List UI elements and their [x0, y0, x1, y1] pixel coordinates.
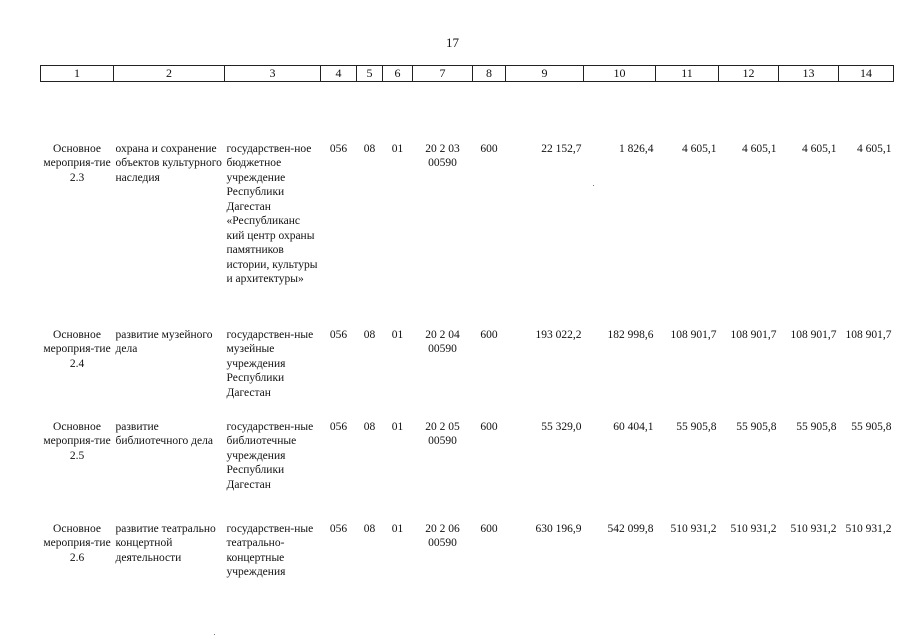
subsection-cell: 01 — [391, 142, 404, 155]
header-row — [41, 66, 894, 82]
description-cell: развитие библиотечного дела — [115, 420, 213, 447]
amount-cell: 4 605,1 — [802, 142, 837, 155]
target-code-cell: 20 2 03 00590 — [425, 142, 460, 169]
amount-cell: 55 905,8 — [676, 420, 717, 433]
column-header: 10 — [584, 66, 656, 82]
column-header: 11 — [656, 66, 719, 82]
amount-cell: 55 905,8 — [736, 420, 777, 433]
event-cell: Основное мероприя-тие 2.3 — [43, 142, 111, 184]
amount-cell: 630 196,9 — [535, 522, 582, 535]
grbs-cell: 056 — [329, 522, 348, 535]
budget-table — [40, 65, 894, 602]
subsection-cell: 01 — [391, 420, 404, 433]
column-header: 2 — [114, 66, 225, 82]
column-header: 13 — [779, 66, 839, 82]
table-row — [41, 328, 894, 420]
target-code-cell: 20 2 04 00590 — [425, 328, 460, 355]
spacer-row — [41, 81, 894, 142]
expense-type-cell: 600 — [480, 420, 498, 433]
amount-cell: 108 901,7 — [730, 328, 777, 341]
amount-cell: 60 404,1 — [613, 420, 654, 433]
grbs-cell: 056 — [329, 328, 348, 341]
page-number: 17 — [446, 35, 459, 50]
column-header: 8 — [473, 66, 506, 82]
column-header: 9 — [506, 66, 584, 82]
subsection-cell: 01 — [391, 328, 404, 341]
column-header: 1 — [41, 66, 114, 82]
grbs-cell: 056 — [329, 142, 348, 155]
description-cell: развитие театрально концертной деятельности — [115, 522, 216, 564]
amount-cell: 4 605,1 — [682, 142, 717, 155]
amount-cell: 510 931,2 — [730, 522, 777, 535]
amount-cell: 510 931,2 — [845, 522, 892, 535]
column-header: 12 — [719, 66, 779, 82]
amount-cell: 1 826,4 — [619, 142, 654, 155]
amount-cell: 108 901,7 — [845, 328, 892, 341]
amount-cell: 542 099,8 — [607, 522, 654, 535]
executor-cell: государствен-ное бюджетное учреждение Республики Дагестан «Республиканс кий центр охраны памятников истории, культуры и архитектуры» — [226, 142, 318, 285]
column-header: 3 — [225, 66, 321, 82]
amount-cell: 55 329,0 — [541, 420, 582, 433]
amount-cell: 510 931,2 — [790, 522, 837, 535]
amount-cell: 108 901,7 — [790, 328, 837, 341]
column-header: 7 — [413, 66, 473, 82]
expense-type-cell: 600 — [480, 142, 498, 155]
amount-cell: 193 022,2 — [535, 328, 582, 341]
executor-cell: государствен-ные театрально-концертные учреждения — [226, 522, 314, 578]
target-code-cell: 20 2 05 00590 — [425, 420, 460, 447]
scan-speck — [593, 185, 594, 186]
subsection-cell: 01 — [391, 522, 404, 535]
column-header: 14 — [839, 66, 894, 82]
event-cell: Основное мероприя-тие 2.4 — [43, 328, 111, 370]
amount-cell: 4 605,1 — [857, 142, 892, 155]
section-cell: 08 — [363, 328, 376, 341]
event-cell: Основное мероприя-тие 2.6 — [43, 522, 111, 564]
column-header: 6 — [383, 66, 413, 82]
event-cell: Основное мероприя-тие 2.5 — [43, 420, 111, 462]
amount-cell: 22 152,7 — [541, 142, 582, 155]
expense-type-cell: 600 — [480, 328, 498, 341]
amount-cell: 182 998,6 — [607, 328, 654, 341]
amount-cell: 108 901,7 — [670, 328, 717, 341]
table-row — [41, 522, 894, 602]
description-cell: охрана и сохранение объектов культурного наследия — [115, 142, 222, 184]
section-cell: 08 — [363, 420, 376, 433]
target-code-cell: 20 2 06 00590 — [425, 522, 460, 549]
scan-speck — [214, 634, 215, 635]
amount-cell: 510 931,2 — [670, 522, 717, 535]
table-row — [41, 142, 894, 328]
table-row — [41, 420, 894, 522]
description-cell: развитие музейного дела — [115, 328, 213, 355]
section-cell: 08 — [363, 142, 376, 155]
column-header: 5 — [357, 66, 383, 82]
grbs-cell: 056 — [329, 420, 348, 433]
expense-type-cell: 600 — [480, 522, 498, 535]
executor-cell: государствен-ные музейные учреждения Республики Дагестан — [226, 328, 314, 399]
amount-cell: 4 605,1 — [742, 142, 777, 155]
amount-cell: 55 905,8 — [796, 420, 837, 433]
amount-cell: 55 905,8 — [851, 420, 892, 433]
executor-cell: государствен-ные библиотечные учреждения Республики Дагестан — [226, 420, 314, 491]
column-header: 4 — [321, 66, 357, 82]
section-cell: 08 — [363, 522, 376, 535]
